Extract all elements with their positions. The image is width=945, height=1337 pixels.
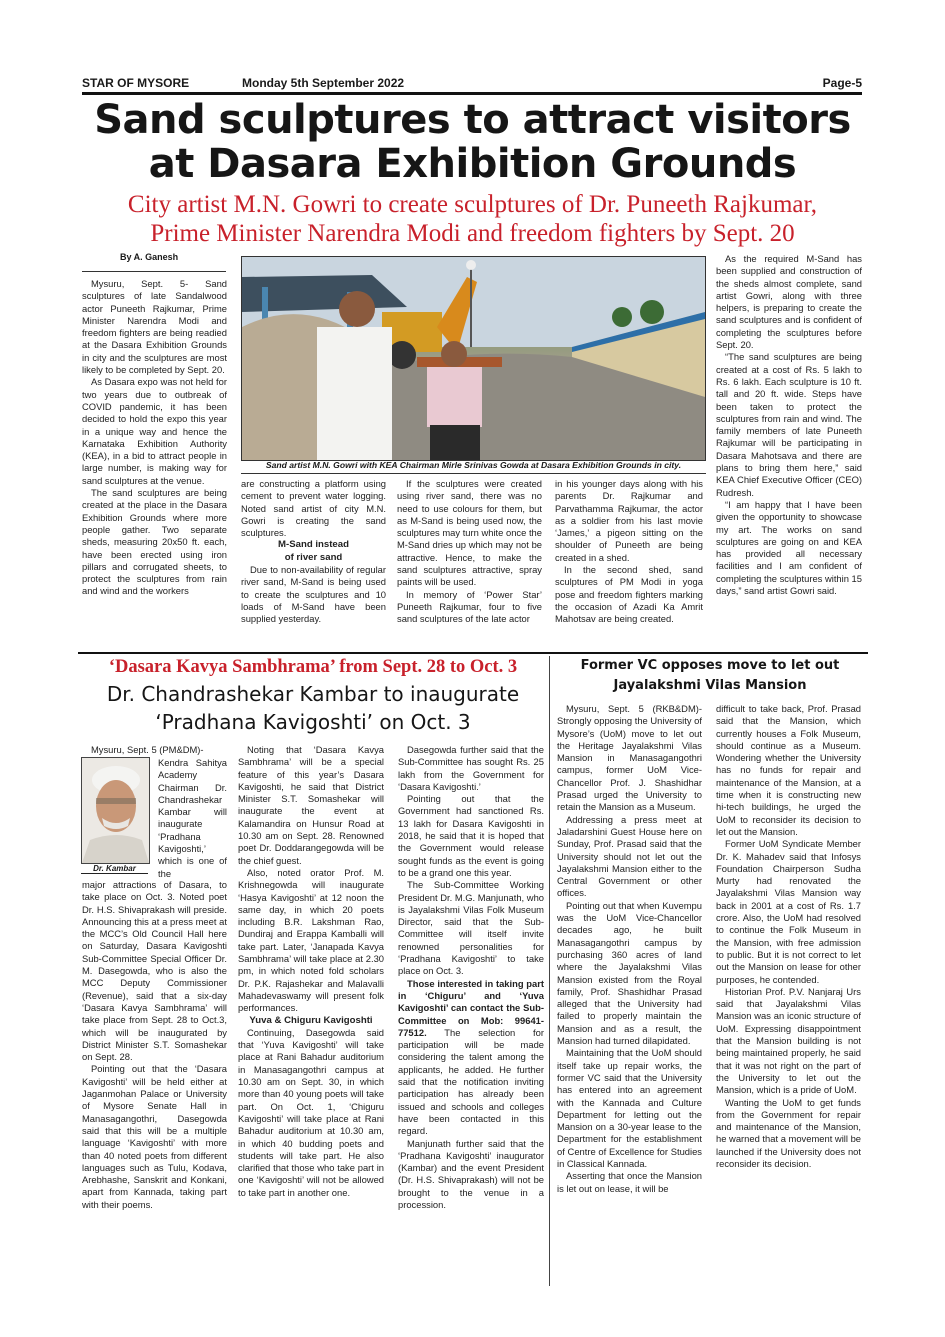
caption-rule (241, 473, 706, 474)
paragraph: major attractions of Dasara, to take place on Oct. 3. Noted poet Dr. H.S. Shivaprakash will preside. Announcing this at a press meet at the MCC’s Old Council Hall here on Saturday, Dasara Kavigoshti Sub-Committee Special Officer Dr. M. Dasegowda, who is also the MCC Deputy Commissioner (Revenue), said that a six-day ‘Dasara Kavya Sambhrama’ will take place from Sept. 28 to Oct.3, which will be inaugurated by District Minister S.T. Somashekar on Sept. 28. (82, 879, 227, 1063)
subheadline-line2: Prime Minister Narendra Modi and freedom fighters by Sept. 20 (150, 220, 795, 247)
paragraph: “I am happy that I have been given the opportunity to showcase my art. The works on sand sculptures are going on and KEA has provided all necessary facilities and I am confident of completing the sculptures within 15 days,” sand artist Gowri said. (716, 498, 862, 597)
masthead (82, 74, 862, 92)
story3-headline-line1: Former VC opposes move to let out (580, 658, 840, 673)
column-subhead: M-Sand instead (278, 539, 349, 551)
story1-column-3 (397, 478, 542, 626)
paragraph: Also, noted orator Prof. M. Krishnegowda will inaugurate ‘Hasya Kavigoshti’ at 12 noon the same day, in which 20 poets including B.R. Lakshman Rao, Dundiraj and Erappa Kamballi will take part. Later, ‘Janapada Kavya Sambhrama’ will take place at 2.30 pm, in which noted fold scholars Dr. P.K. Rajashekar and Malavalli Mahadevaswamy will present folk performances. (238, 866, 384, 1014)
paragraph: “The sand sculptures are being created at a cost of Rs. 5 lakh to Rs. 6 lakh. Each sculpture is 10 ft. tall and 20 ft. wide. Steps have been taken to protect the sculptures from rain and wind. The family members of late Puneeth Rajkumar will be participating in Dasara Mahotsava and there are plans to bring them here,” said KEA Chief Executive Officer (CEO) Rudresh. (716, 351, 862, 498)
paragraph: If the sculptures were created using river sand, there was no need to use colours for them, but as M-Sand is being used now, the sculptures may turn white once the M-Sand dries up which may not be attractive. Hence, to make the sand sculptures attractive, spray paints will be used. (397, 478, 542, 588)
byline-rule (82, 271, 226, 272)
paragraph: As Dasara expo was not held for two years due to outbreak of COVID pandemic, it has been decided to hold the expo this year in a unique way and hence the Karnataka Exhibition Authority (KEA), in a bid to attract people in large number, is making way for sand sculptures at the venue. (82, 376, 227, 486)
story2-column-3 (398, 744, 544, 1211)
story3-column-1 (557, 703, 702, 1195)
story2-column-1-wrap (158, 757, 227, 880)
story1-column-4 (555, 478, 703, 626)
paragraph-text: The selection for participation will be made considering the talent among the applicants, he added. He further said that the notification inviting participation has already been issued and schools and colleges have been contacted in this regard. (398, 1026, 544, 1137)
story3-column-2 (716, 703, 861, 1170)
story2-headline-line2: ‘Pradhana Kavigoshti’ on Oct. 3 (155, 710, 471, 734)
main-headline (70, 98, 875, 186)
paragraph: Historian Prof. P.V. Nanjaraj Urs said that Jayalakshmi Vilas Mansion was an iconic structure of UoM. Expressing disappointment that the Mansion building is not being maintained properly, he said that it was not right on the part of the University to let out the Mansion, which is a pride of UoM. (716, 985, 861, 1096)
issue-date: Monday 5th September 2022 (242, 76, 405, 90)
dateline: Mysuru, Sept. 5 (PM&DM)- (91, 744, 204, 755)
paragraph: In the second shed, sand sculptures of PM Modi in yoga pose and freedom fighters marking the occasion of Azadi Ka Amrit Mahotsav are being created. (555, 564, 703, 625)
subheadline-line1: City artist M.N. Gowri to create sculptures of Dr. Puneeth Rajkumar, (127, 191, 818, 218)
column-divider (549, 656, 550, 1286)
paragraph: In memory of ‘Power Star’ Puneeth Rajkumar, four to five sand sculptures of the late actor (397, 588, 542, 625)
paragraph: The Sub-Committee Working President Dr. M.G. Manjunath, who is Jayalakshmi Vilas Folk Museum Director, said that the Sub-Committee will itself invite renowned personalities for ‘Pradhana Kavigoshti’ to take place on Oct. 3. (398, 879, 544, 977)
paragraph: are constructing a platform using cement to prevent water logging. Noted sand artist of city M.N. Gowri is creating the sand sculptures. (241, 478, 386, 539)
story2-headline-line1: Dr. Chandrashekar Kambar to inaugurate (106, 682, 520, 706)
story3-headline-line2: Jayalakshmi Vilas Mansion (613, 678, 807, 693)
paragraph: Mysuru, Sept. 5- Sand sculptures of late Sandalwood actor Puneeth Rajkumar, Prime Minister Narendra Modi and freedom fighters are being readied at the Dasara Exhibition Grounds in city and the sculptures are most likely to be completed by Sept. 20. (82, 278, 227, 376)
paragraph: Addressing a press meet at Jaladarshini Guest House here on Sunday, Prof. Prasad said that the University should not let out the Jayalakshmi Mansion either to the Central Government or other offices. (557, 813, 702, 899)
main-headline-line1: Sand sculptures to attract visitors (94, 97, 851, 143)
main-subheadline (70, 190, 875, 248)
story2-column-1-body (82, 879, 227, 1211)
paragraph: As the required M-Sand has been supplied and construction of the sheds almost complete, sand artist Gowri, along with three helpers, is preparing to create the sand sculptures and is confident of completing the sculptures before Sept. 20. (716, 253, 862, 351)
paragraph: Manjunath further said that the ‘Pradhana Kavigoshti’ inaugurator (Kambar) and the event President (Dr. H.S. Shivaprakash) will not be brought to the venue in a procession. (398, 1137, 544, 1210)
paragraph: in his younger days along with his parents Dr. Rajkumar and Parvathamma Rajkumar, the actor as a soldier from his last movie ‘James,’ a pigeon sitting on the shoulder of Puneeth are being created in a shed. (555, 478, 703, 563)
page-number: Page-5 (822, 76, 862, 90)
portrait-caption: Dr. Kambar (81, 864, 148, 874)
paragraph: Pointing out that the Government had sanctioned Rs. 13 lakh for Dasara Kavigoshti in 2018, he said that it is hoped that the Government would release sought funds as the event is going to be a grand one this year. (398, 793, 544, 878)
paragraph: Noting that ‘Dasara Kavya Sambhrama’ will be a special feature of this year’s Dasara Kavigoshti, he said that District Minister S.T. Somashekar will inaugurate the event at Kalamandira on Hunsur Road at 10.30 am on Sept. 28. Renowned poet Dr. Doddarangegowda will be the chief guest. (238, 744, 384, 866)
masthead-rule (82, 92, 862, 95)
paragraph: The sand sculptures are being created at the place in the Dasara Exhibition Grounds where more people gather. Two separate sheds, measuring 20x50 ft. each, have been erected using iron pillars and corrugated sheets, to protect the sculptures from rain and wind and the workers (82, 487, 227, 597)
paragraph: Kendra Sahitya Academy Chairman Dr. Chandrashekar Kambar will inaugurate ‘Pradhana Kavigoshti,’ which is one of the (158, 757, 227, 879)
section-divider (78, 652, 868, 654)
paragraph: Wanting the UoM to get funds from the Government for repair and maintenance of the Mansion, he warned that a movement will be launched if the University does not reconsider its decision. (716, 1096, 861, 1169)
portrait-illustration (82, 758, 149, 863)
story2-column-1 (82, 744, 227, 756)
paragraph: Continuing, Dasegowda said that ‘Yuva Kavigoshti’ will take place at Rani Bahadur auditorium in Manasagangothri campus at 10.30 am on Sept. 30, in which more than 40 young poets will take part. On Oct. 1, ‘Chiguru Kavigoshti’ will take place at Rani Bahadur auditorium at 10.30 am, in which 40 budding poets and students will take part. He also clarified that those who take part in one ‘Kavigoshti’ will not be allowed to take part in another one. (238, 1026, 384, 1198)
story1-column-5 (716, 253, 862, 597)
news-photo (241, 256, 706, 461)
paragraph: Pointing out that when Kuvempu was the UoM Vice-Chancellor decades ago, he built Manasagangothri campus by purchasing 360 acres of land where the Jayalakshmi Vilas Mansion existed from the Royal family, Prof. Shashidhar Prasad alleged that the University had failed to properly maintain the Mansion and as a result, the Mansion had turned dilapidated. (557, 899, 702, 1047)
publication-name: STAR OF MYSORE (82, 76, 190, 90)
contact-info: Those interested in taking part in ‘Chiguru’ and ‘Yuva Kavigoshti’ can contact the Sub-Committee on Mob: 99641-77512. (398, 977, 544, 1038)
column-subhead: of river sand (284, 551, 343, 563)
story2-headline (78, 680, 548, 736)
paragraph: Maintaining that the UoM should itself take up repair works, the former VC said that the University has entered into an agreement with the Kannada and Culture Department for letting out the Mansion on a 30-year lease to the Department for the establishment of Centre of Excellence for Studies in Classical Kannada. (557, 1047, 702, 1169)
story1-column-2 (241, 478, 386, 626)
portrait-photo (81, 757, 150, 864)
paragraph: Due to non-availability of regular river sand, M-Sand is being used to create the sculptures and 10 loads of M-Sand have been supplied yesterday. (241, 564, 386, 625)
story3-headline (552, 656, 868, 696)
story2-kicker: ‘Dasara Kavya Sambhrama’ from Sept. 28 to Oct. 3 (108, 657, 518, 677)
photo-illustration (242, 257, 705, 460)
paragraph: Pointing out that the ‘Dasara Kavigoshti’ will be held either at Jaganmohan Palace or University of Mysore Senate Hall in Manasagangothri, Dasegowda said that this will be a multiple language ‘Kavigoshti’ with more than 40 noted poets from different languages such as Tulu, Kodava, Arebhashe, Sanskrit and Konkani, apart from Kannada, taking part with their poems. (82, 1063, 227, 1210)
paragraph: Asserting that once the Mansion is let out on lease, it will be (557, 1170, 702, 1194)
paragraph: Former UoM Syndicate Member Dr. K. Mahadev said that Infosys Foundation Chairperson Sudha Murty had renovated the Jayalakshmi Vilas Mansion way back in 2001 at a cost of Rs. 1.7 crore. Also, the UoM had resolved to continue the Folk Museum in the Mansion, with free admission to public. But it is not correct to let out the Mansion on lease for other purposes, he contended. (716, 838, 861, 985)
byline: By A. Ganesh (120, 252, 179, 262)
paragraph: difficult to take back, Prof. Prasad said that the Mansion, which currently houses a Folk Museum, should continue as a Museum. Wondering whether the University has no funds for repair and maintenance of the Mansion, at a time when it is constructing new hi-tech buildings, he urged the UoM to reconsider its decision to let out the Mansion. (716, 703, 861, 837)
story2-column-2 (238, 744, 384, 1199)
paragraph: Mysuru, Sept. 5 (RKB&DM)- Strongly opposing the University of Mysore’s (UoM) move to let out the Heritage Jayalakshmi Vilas Mansion in Manasagangothri campus, former UoM Vice-Chancellor Prof. J. Shashidhar Prasad urged the University to retain the Mansion as a Museum. (557, 703, 702, 813)
paragraph: Dasegowda further said that the Sub-Committee has sought Rs. 25 lakh from the Government for ‘Dasara Kavigoshti.’ (398, 744, 544, 792)
column-subhead: Yuva & Chiguru Kavigoshti (249, 1014, 373, 1026)
photo-caption: Sand artist M.N. Gowri with KEA Chairman Mirle Srinivas Gowda at Dasara Exhibition Grounds in city. (265, 460, 682, 470)
story1-column-1 (82, 278, 227, 598)
main-headline-line2: at Dasara Exhibition Grounds (148, 141, 797, 187)
